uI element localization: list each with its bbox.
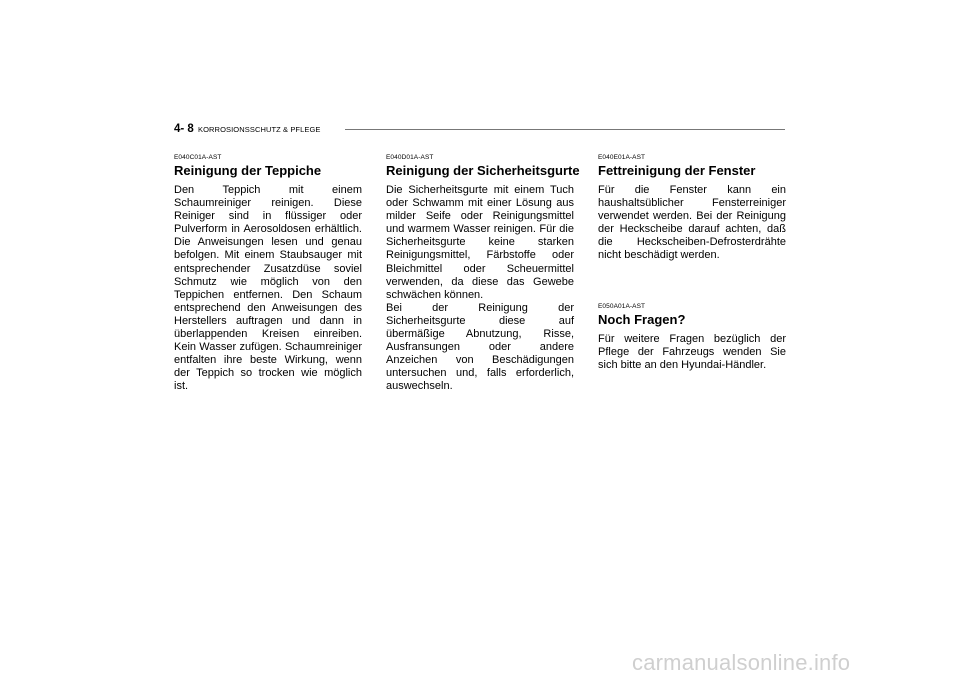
section-heading: Fettreinigung der Fenster: [598, 163, 756, 178]
watermark: carmanualsonline.info: [632, 650, 851, 675]
section-code: E040D01A-AST: [386, 154, 434, 161]
page-number: 4- 8: [174, 123, 194, 135]
section-body: [598, 184, 786, 263]
section-heading: Reinigung der Sicherheitsgurte: [386, 163, 580, 178]
section-code: E050A01A-AST: [598, 302, 646, 310]
section-code: E040C01A-AST: [174, 154, 222, 161]
section-code: E040E01A-AST: [598, 154, 646, 161]
paragraph: Den Teppich mit einem Schaumreiniger reinigen. Diese Reiniger sind in flüssiger oder Pulverform in Aerosoldosen erhältlich. Die Anweisungen lesen und genau befolgen. Mit einem Staubsauger mit entsprechender Zusatzdüse soviel Schmutz wie möglich von den Teppichen entfernen. Den Schaum entsprechend den Anweisungen des Herstellers auftragen und dann in überlappenden Kreisen einreiben. Kein Wasser zufügen. Schaumreiniger entfalten ihre beste Wirkung, wenn der Teppich so trocken wie möglich ist.: [174, 184, 362, 393]
header-rule: [345, 129, 785, 130]
section-heading: Reinigung der Teppiche: [174, 163, 322, 178]
paragraph: Für die Fenster kann ein haushaltsüblicher Fensterreiniger verwendet werden. Bei der Reinigung der Heckscheibe darauf achten, daß die Heckscheiben-Defrosterdrähte nicht beschädigt werden.: [598, 184, 786, 262]
column-carpets: [174, 154, 362, 394]
section-heading: Noch Fragen?: [598, 311, 686, 327]
questions-block: [598, 303, 786, 372]
section-body: [386, 184, 574, 394]
column-seatbelts: [386, 154, 580, 394]
paragraph: Bei der Reinigung der Sicherheitsgurte diese auf übermäßige Abnutzung, Risse, Ausfransungen oder andere Anzeichen von Beschädigungen untersuchen und, falls erforderlich, auswechseln.: [386, 301, 574, 393]
paragraph: Für weitere Fragen bezüglich der Pflege der Fahrzeugs wenden Sie sich bitte an den Hyundai-Händler.: [598, 332, 786, 371]
section-body: [174, 184, 362, 394]
column-windows: [598, 154, 786, 372]
section-title: KORROSIONSSCHUTZ & PFLEGE: [198, 125, 321, 134]
section-body: [598, 333, 786, 372]
paragraph: Die Sicherheitsgurte mit einem Tuch oder Schwamm mit einer Lösung aus milder Seife oder Reinigungsmittel und warmem Wasser reinigen. Für die Sicherheitsgurte keine starken Reinigungsmittel, Färbstoffe oder Bleichmittel oder Scheuermittel verwenden, da diese das Gewebe schwächen können.: [386, 184, 574, 301]
